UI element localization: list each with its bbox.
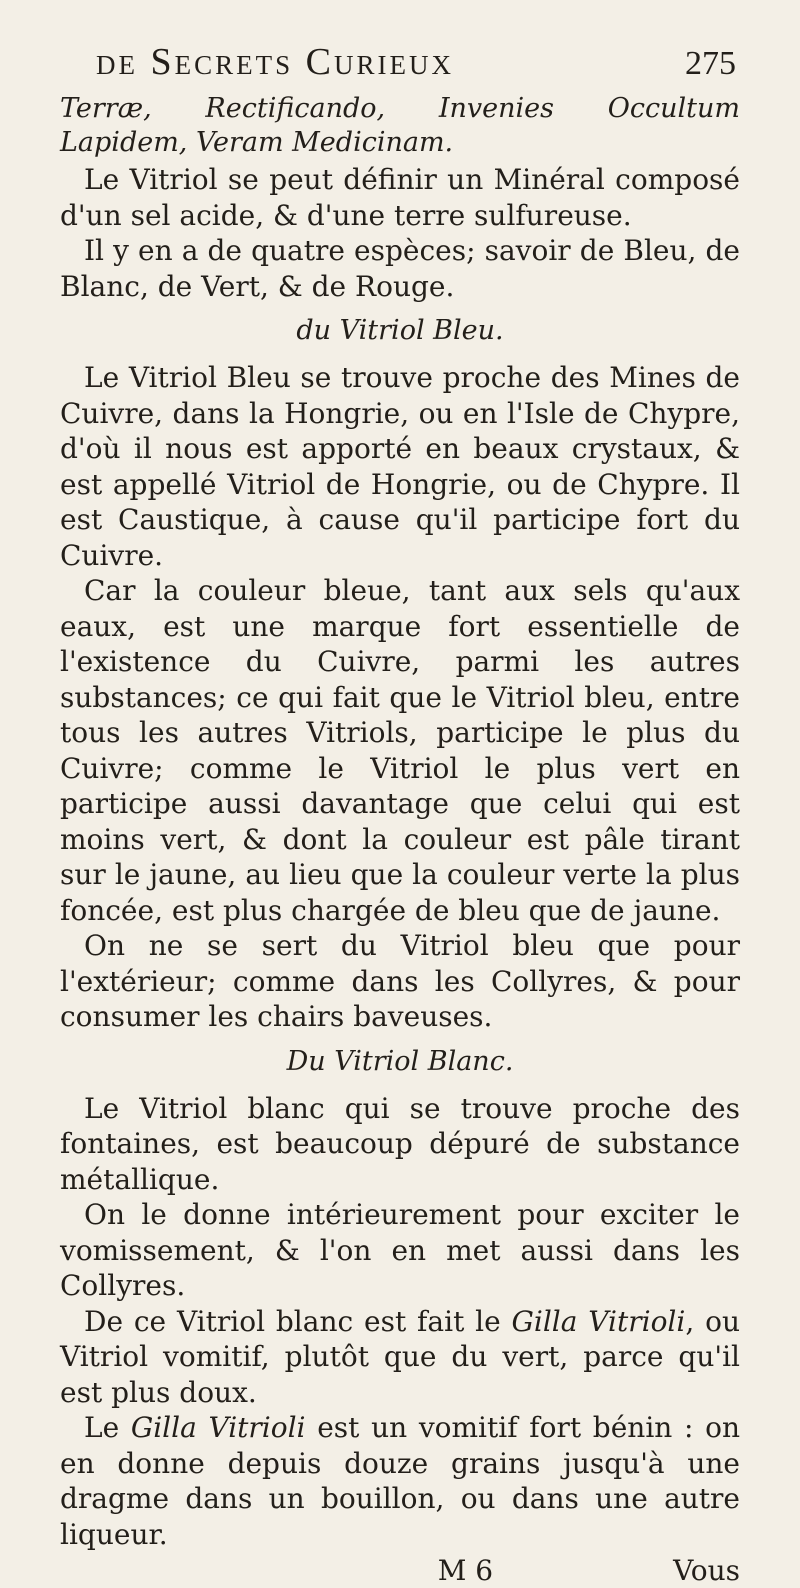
section-heading-blanc: Du Vitriol Blanc. bbox=[286, 1045, 514, 1077]
text-run: , ou Vitriol vomitif, plutôt que du vert, parce qu'il est plus doux. bbox=[60, 1304, 740, 1409]
italic-term: Gilla Vitrioli bbox=[511, 1304, 686, 1338]
section-heading-bleu: du Vitriol Bleu. bbox=[296, 315, 504, 346]
paragraph-blanc-2: On le donne intérieurement pour exciter le vomissement, & l'on en met aussi dans les Collyres. bbox=[60, 1198, 740, 1302]
page-header bbox=[96, 40, 736, 90]
page-body bbox=[60, 92, 740, 1588]
latin-motto: Terræ, Rectificando, Invenies Occultum Lapidem, Veram Medicinam. bbox=[60, 93, 740, 158]
paragraph-definition: Le Vitriol se peut définir un Minéral composé d'un sel acide, & d'une terre sulfureuse. bbox=[60, 163, 740, 232]
paragraph-bleu-1: Le Vitriol Bleu se trouve proche des Mines de Cuivre, dans la Hongrie, ou en l'Isle de Chypre, d'où il nous est apporté en beaux crystaux, & est appellé Vitriol de Hongrie, ou de Chypre. Il est Caustique, à cause qu'il participe fort du Cuivre. bbox=[60, 361, 740, 572]
catchword: Vous bbox=[673, 1554, 740, 1587]
page-footer bbox=[60, 1554, 740, 1588]
text-run: Le bbox=[84, 1411, 131, 1444]
paragraph-blanc-1: Le Vitriol blanc qui se trouve proche des fontaines, est beaucoup dépuré de substance métallique. bbox=[60, 1091, 740, 1196]
text-run: est un vomitif fort bénin : on en donne depuis douze grains jusqu'à une dragme dans un bouillon, ou dans une autre liqueur. bbox=[60, 1411, 740, 1551]
running-title: de Secrets Curieux bbox=[96, 41, 454, 83]
paragraph-blanc-3 bbox=[60, 1304, 740, 1411]
signature-mark: M 6 bbox=[437, 1554, 494, 1587]
paragraph-blanc-4 bbox=[60, 1410, 740, 1552]
page-number: 275 bbox=[685, 45, 736, 82]
italic-term: Gilla Vitrioli bbox=[130, 1411, 306, 1444]
paragraph-bleu-2: Car la couleur bleue, tant aux sels qu'aux eaux, est une marque fort essentielle de l'existence du Cuivre, parmi les autres substances; ce qui fait que le Vitriol bleu, entre tous les autres Vitriols, participe le plus du Cuivre; comme le Vitriol le plus vert en participe aussi davantage que celui qui est moins vert, & dont la couleur est pâle tirant sur le jaune, au lieu que la couleur verte la plus foncée, est plus chargée de bleu que de jaune. bbox=[60, 574, 740, 927]
paragraph-bleu-3: On ne se sert du Vitriol bleu que pour l'extérieur; comme dans les Collyres, & pour consumer les chairs baveuses. bbox=[60, 929, 740, 1033]
paragraph-species: Il y en a de quatre espèces; savoir de Bleu, de Blanc, de Vert, & de Rouge. bbox=[60, 234, 740, 303]
text-run: De ce Vitriol blanc est fait le bbox=[84, 1304, 512, 1338]
